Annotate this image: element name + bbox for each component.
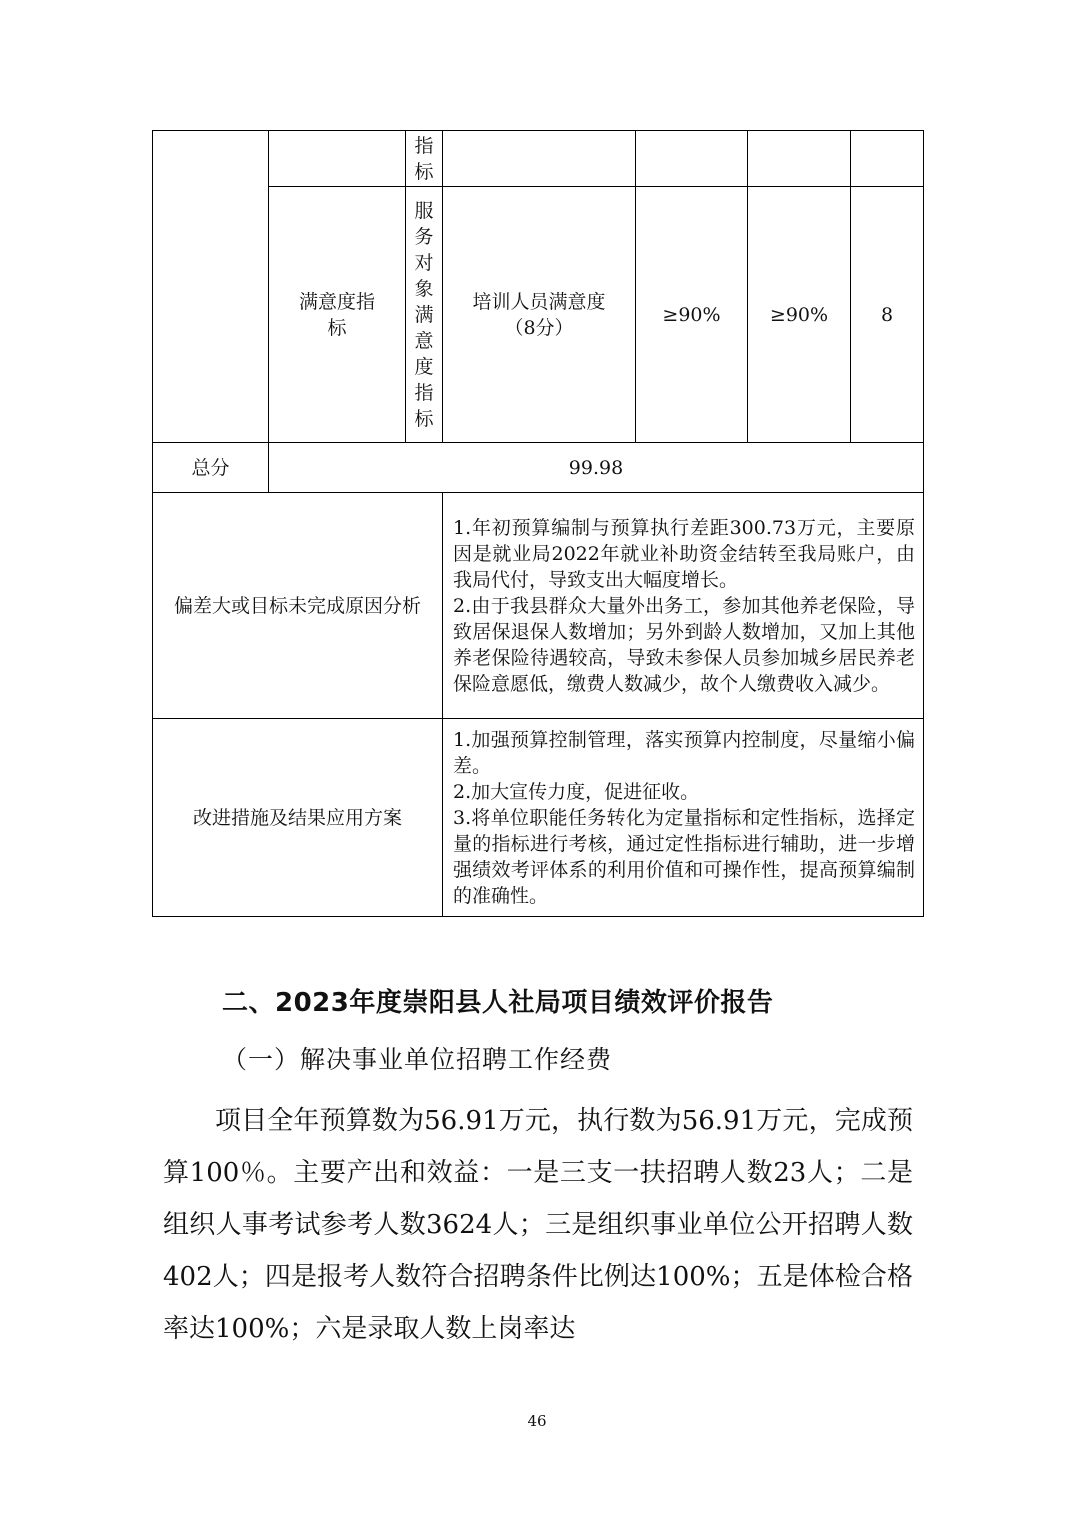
subsection-heading: （一）解决事业单位招聘工作经费: [222, 1045, 613, 1074]
improvement-item: 1.加强预算控制管理，落实预算内控制度，尽量缩小偏差。: [453, 728, 915, 777]
level3-text: 服务对象满意度指标: [414, 199, 434, 430]
table-row: [153, 443, 924, 493]
score-value: 8: [880, 303, 894, 326]
total-value-cell: [269, 443, 924, 493]
improvement-item: 2.加大宣传力度，促进征收。: [453, 780, 700, 803]
page-number: 46: [527, 1412, 547, 1430]
score-cell: [851, 131, 924, 187]
improvement-label: 改进措施及结果应用方案: [192, 806, 402, 829]
level1-cell: [153, 131, 269, 443]
level2-cell: [269, 131, 406, 187]
table-row: [153, 493, 924, 719]
level3-cell: [406, 187, 443, 443]
table-row: [153, 719, 924, 917]
total-value: 99.98: [568, 456, 624, 479]
table-row: [153, 131, 924, 187]
level2-text: 满意度指标: [299, 290, 376, 339]
total-label: 总分: [191, 456, 230, 479]
improvement-label-cell: [153, 719, 443, 917]
deviation-content-cell: [443, 493, 924, 719]
indicator-cell: [443, 131, 636, 187]
indicator-cell: [443, 187, 636, 443]
indicator-text: 培训人员满意度（8分）: [472, 290, 606, 339]
body-paragraph: 项目全年预算数为56.91万元，执行数为56.91万元，完成预算100％。主要产出和效益：一是三支一扶招聘人数23人；二是组织人事考试参考人数3624人；三是组织事业单位公开招聘人数402人；四是报考人数符合招聘条件比例达100%；五是体检合格率达100%；六是录取人数上岗率达: [163, 1106, 913, 1344]
table-row: [153, 187, 924, 443]
target-value: ≥90%: [662, 303, 721, 326]
deviation-label: 偏差大或目标未完成原因分析: [173, 594, 421, 617]
improvement-content-cell: [443, 719, 924, 917]
actual-cell: [748, 131, 851, 187]
deviation-item: 1.年初预算编制与预算执行差距300.73万元，主要原因是就业局2022年就业补助资金结转至我局账户，由我局代付，导致支出大幅度增长。: [453, 516, 915, 591]
deviation-item: 2.由于我县群众大量外出务工，参加其他养老保险，导致居保退保人数增加；另外到龄人数增加，又加上其他养老保险待遇较高，导致未参保人员参加城乡居民养老保险意愿低，缴费人数减少，故个人缴费收入减少。: [453, 594, 915, 695]
performance-table: [152, 130, 924, 917]
total-label-cell: [153, 443, 269, 493]
level3-tail-text: 指标: [414, 134, 434, 183]
level2-cell: [269, 187, 406, 443]
section-heading: 二、2023年度崇阳县人社局项目绩效评价报告: [222, 988, 774, 1018]
actual-value: ≥90%: [769, 303, 829, 326]
target-cell: [636, 187, 748, 443]
actual-cell: [748, 187, 851, 443]
deviation-label-cell: [153, 493, 443, 719]
improvement-item: 3.将单位职能任务转化为定量指标和定性指标，选择定量的指标进行考核，通过定性指标进行辅助，进一步增强绩效考评体系的利用价值和可操作性，提高预算编制的准确性。: [453, 806, 915, 907]
score-cell: [851, 187, 924, 443]
level3-cell: [406, 131, 443, 187]
target-cell: [636, 131, 748, 187]
